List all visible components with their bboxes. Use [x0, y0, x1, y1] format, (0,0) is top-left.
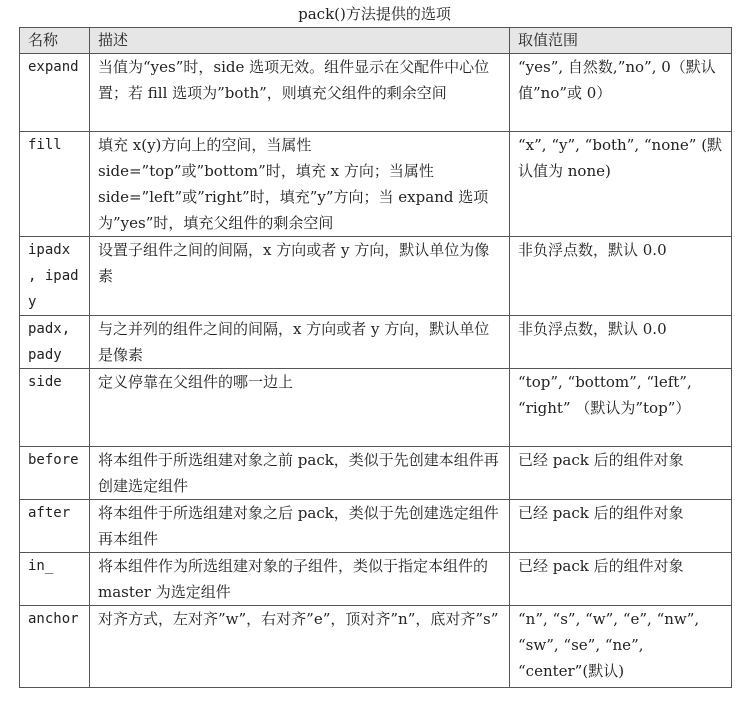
option-range: “top”, “bottom”, “left”, “right” （默认为”top”）: [510, 369, 732, 447]
option-description: 当值为“yes”时，side 选项无效。组件显示在父配件中心位置；若 fill 选项为”both”，则填充父组件的剩余空间: [90, 54, 510, 132]
table-row: [20, 553, 732, 606]
option-description: 对齐方式，左对齐”w”，右对齐”e”，顶对齐”n”，底对齐”s”: [90, 606, 510, 688]
pack-options-table: [19, 27, 732, 688]
option-description: 将本组件于所选组建对象之后 pack，类似于先创建选定组件再本组件: [90, 500, 510, 553]
table-row: [20, 237, 732, 316]
option-name: side: [20, 369, 90, 447]
option-description: 将本组件作为所选组建对象的子组件，类似于指定本组件的 master 为选定组件: [90, 553, 510, 606]
option-description: 与之并列的组件之间的间隔，x 方向或者 y 方向，默认单位是像素: [90, 316, 510, 369]
header-name: 名称: [20, 28, 90, 54]
table-row: [20, 316, 732, 369]
option-range: 已经 pack 后的组件对象: [510, 500, 732, 553]
option-name: fill: [20, 132, 90, 237]
table-row: [20, 500, 732, 553]
header-range: 取值范围: [510, 28, 732, 54]
option-range: 已经 pack 后的组件对象: [510, 447, 732, 500]
table-caption: pack()方法提供的选项: [298, 5, 451, 23]
option-range: “n”, “s”, “w”, “e”, “nw”, “sw”, “se”, “ne”, “center”(默认): [510, 606, 732, 688]
option-name: padx, pady: [20, 316, 90, 369]
option-name: expand: [20, 54, 90, 132]
option-name: before: [20, 447, 90, 500]
table-row: [20, 54, 732, 132]
option-range: 已经 pack 后的组件对象: [510, 553, 732, 606]
option-range: “x”, “y”, “both”, “none” (默认值为 none): [510, 132, 732, 237]
option-name: in_: [20, 553, 90, 606]
header-description: 描述: [90, 28, 510, 54]
table-row: [20, 369, 732, 447]
table-row: [20, 606, 732, 688]
option-description: 填充 x(y)方向上的空间，当属性 side=”top”或”bottom”时，填充 x 方向；当属性 side=”left”或”right”时，填充”y”方向；当 expand 选项为”yes”时，填充父组件的剩余空间: [90, 132, 510, 237]
option-range: “yes”, 自然数,”no”, 0（默认值”no”或 0）: [510, 54, 732, 132]
option-name: ipadx , ipady: [20, 237, 90, 316]
table-header-row: [20, 28, 732, 54]
option-description: 定义停靠在父组件的哪一边上: [90, 369, 510, 447]
option-description: 将本组件于所选组建对象之前 pack，类似于先创建本组件再创建选定组件: [90, 447, 510, 500]
option-name: anchor: [20, 606, 90, 688]
option-range: 非负浮点数，默认 0.0: [510, 237, 732, 316]
option-description: 设置子组件之间的间隔，x 方向或者 y 方向，默认单位为像素: [90, 237, 510, 316]
option-name: after: [20, 500, 90, 553]
table-row: [20, 132, 732, 237]
table-row: [20, 447, 732, 500]
option-range: 非负浮点数，默认 0.0: [510, 316, 732, 369]
